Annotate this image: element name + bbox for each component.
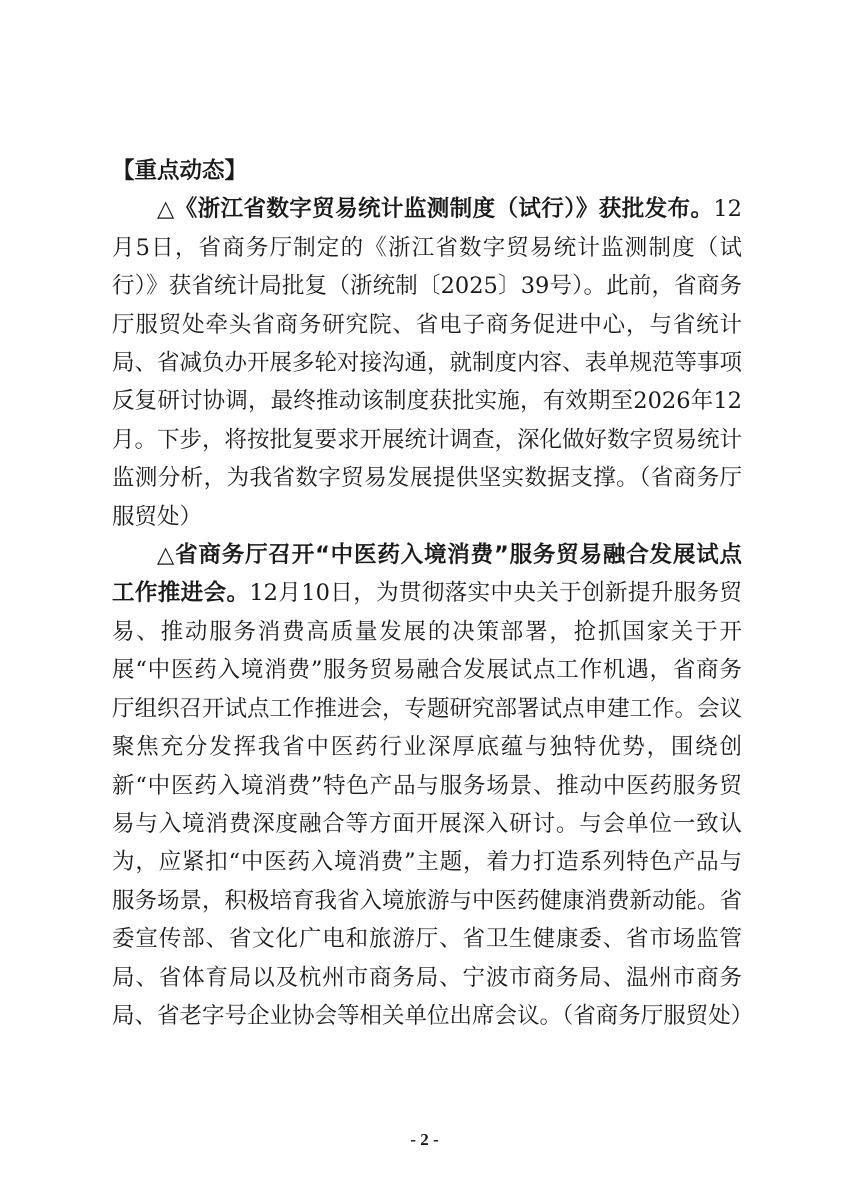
page-number: - 2 - — [410, 1130, 439, 1149]
news-item-digital-trade-statistics — [112, 190, 742, 536]
news-item-tcm-inbound-consumption — [112, 536, 754, 1035]
news-item-body: 12月5日，省商务厅制定的《浙江省数字贸易统计监测制度（试行）》获省统计局批复（浙统制〔2025〕39号）。此前，省商务厅服贸处牵头省商务研究院、省电子商务促进中心，与省统计局、省减负办开展多轮对接沟通，就制度内容、表单规范等事项反复研讨协调，最终推动该制度获批实施，有效期至2026年12月。下步，将按批复要求开展统计调查，深化做好数字贸易统计监测分析，为我省数字贸易发展提供坚实数据支撑。（省商务厅服贸处） — [112, 196, 743, 530]
news-item-headline: △《浙江省数字贸易统计监测制度（试行）》获批发布。 — [157, 196, 714, 223]
section-heading: 【重点动态】 — [112, 158, 248, 184]
news-item-body: 12月10日，为贯彻落实中央关于创新提升服务贸易、推动服务消费高质量发展的决策部署，抢抓国家关于开展“中医药入境消费”服务贸易融合发展试点工作机遇，省商务厅组织召开试点工作推进会，专题研究部署试点申建工作。会议聚焦充分发挥我省中医药行业深厚底蕴与独特优势，围绕创新“中医药入境消费”特色产品与服务场景、推动中医药服务贸易与入境消费深度融合等方面开展深入研讨。与会单位一致认为，应紧扣“中医药入境消费”主题，着力打造系列特色产品与服务场景，积极培育我省入境旅游与中医药健康消费新动能。省委宣传部、省文化广电和旅游厅、省卫生健康委、省市场监管局、省体育局以及杭州市商务局、宁波市商务局、温州市商务局、省老字号企业协会等相关单位出席会议。（省商务厅服贸处） — [112, 580, 754, 1029]
news-item-headline: △省商务厅召开“中医药入境消费”服务贸易融合发展试点工作推进会。 — [112, 542, 742, 607]
document-body — [112, 152, 754, 1035]
